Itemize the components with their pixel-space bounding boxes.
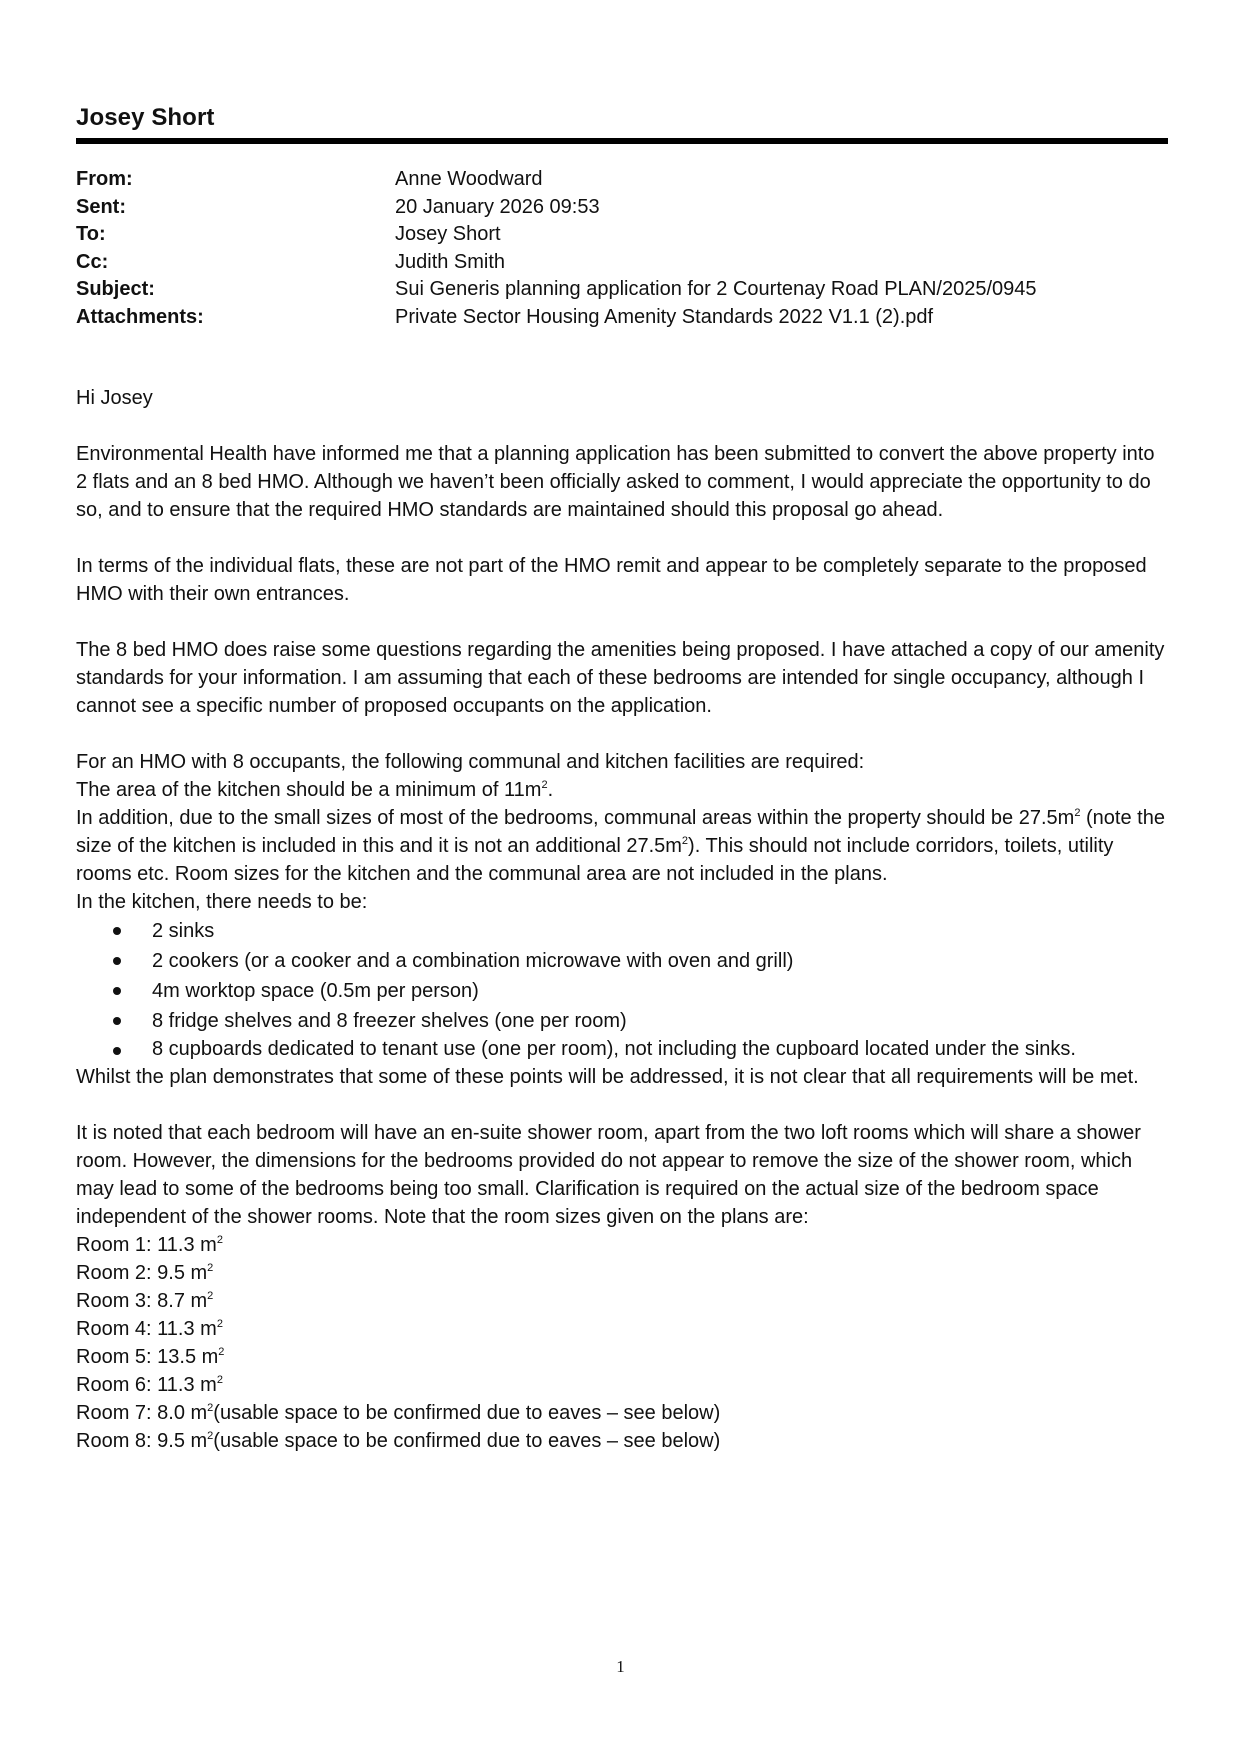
list-item-text: 8 cupboards dedicated to tenant use (one per room), not including the cupboard located under the sinks. <box>152 1038 1076 1060</box>
room-size-line <box>76 1343 1168 1371</box>
superscript: 2 <box>681 835 689 847</box>
superscript: 2 <box>207 1430 214 1442</box>
superscript: 2 <box>1074 807 1081 819</box>
room-size-line <box>76 1315 1168 1343</box>
list-item <box>76 1036 1168 1063</box>
bullet-icon <box>113 927 121 935</box>
to-label: To: <box>76 223 106 245</box>
room-label: Room 2: 9.5 m <box>76 1262 208 1284</box>
room-note: (usable space to be confirmed due to eaves – see below) <box>213 1430 721 1452</box>
attachments-value[interactable]: Private Sector Housing Amenity Standards 2022 V1.1 (2).pdf <box>395 305 934 328</box>
bullet-icon <box>113 957 121 965</box>
room-sizes-list <box>76 1231 1168 1455</box>
room-label: Room 1: 11.3 m <box>76 1234 217 1256</box>
header-row-subject <box>76 276 1168 304</box>
superscript: 2 <box>216 1234 223 1246</box>
paragraph-flats: In terms of the individual flats, these are not part of the HMO remit and appear to be completely separate to the proposed HMO with their own entrances. <box>76 555 1147 605</box>
email-body <box>76 384 1168 1455</box>
cc-value: Judith Smith <box>395 250 506 273</box>
room-label: Room 4: 11.3 m <box>76 1318 217 1340</box>
room-label: Room 8: 9.5 m <box>76 1430 208 1452</box>
superscript: 2 <box>216 1318 223 1330</box>
email-header <box>76 166 1168 331</box>
superscript: 2 <box>216 1374 223 1386</box>
greeting: Hi Josey <box>76 387 153 409</box>
kitchen-needs-intro: In the kitchen, there needs to be: <box>76 891 368 913</box>
room-size-line <box>76 1371 1168 1399</box>
list-item <box>76 946 1168 976</box>
header-row-to <box>76 221 1168 249</box>
superscript: 2 <box>218 1346 225 1358</box>
header-row-attachments <box>76 304 1168 332</box>
superscript: 2 <box>207 1402 214 1414</box>
room-size-line <box>76 1259 1168 1287</box>
communal-text-c: ). This should not include corridors, toilets, utility rooms etc. Room sizes for the kitchen and the communal area are not included in the plans. <box>76 835 1114 885</box>
header-row-cc <box>76 249 1168 277</box>
room-label: Room 6: 11.3 m <box>76 1374 217 1396</box>
list-item-text: 2 cookers (or a cooker and a combination microwave with oven and grill) <box>152 950 794 972</box>
list-item-text: 8 fridge shelves and 8 freezer shelves (one per room) <box>152 1010 627 1032</box>
superscript: 2 <box>207 1262 214 1274</box>
paragraph-intro: Environmental Health have informed me that a planning application has been submitted to convert the above property into 2 flats and an 8 bed HMO. Although we haven’t been officially asked to comment, I would appreciate the opportunity to do so, and to ensure that the required HMO standards are maintained should this proposal go ahead. <box>76 443 1155 521</box>
paragraph-plan-assessment: Whilst the plan demonstrates that some of these points will be addressed, it is not clear that all requirements will be met. <box>76 1066 1139 1088</box>
from-value: Anne Woodward <box>395 168 543 190</box>
bullet-icon <box>113 1047 121 1055</box>
list-item-text: 4m worktop space (0.5m per person) <box>152 980 479 1002</box>
list-item-text: 2 sinks <box>152 920 215 942</box>
page-number: 1 <box>616 1657 625 1676</box>
sent-value: 20 January 2026 09:53 <box>395 195 600 218</box>
sent-label: Sent: <box>76 195 126 218</box>
page-title: Josey Short <box>76 104 215 131</box>
communal-text-a: In addition, due to the small sizes of most of the bedrooms, communal areas within the property should be 27.5m <box>76 807 1075 829</box>
room-size-line <box>76 1427 1168 1455</box>
superscript: 2 <box>541 779 548 791</box>
room-label: Room 5: 13.5 m <box>76 1346 219 1368</box>
title-rule <box>76 138 1168 144</box>
kitchen-area-text: The area of the kitchen should be a minimum of 11m <box>76 779 542 801</box>
room-label: Room 3: 8.7 m <box>76 1290 208 1312</box>
from-label: From: <box>76 168 133 190</box>
attachments-label: Attachments: <box>76 305 204 328</box>
paragraph-hmo-amenities: The 8 bed HMO does raise some questions regarding the amenities being proposed. I have attached a copy of our amenity standards for your information. I am assuming that each of these bedrooms are intended for single occupancy, although I cannot see a specific number of proposed occupants on the application. <box>76 639 1165 717</box>
list-item <box>76 916 1168 946</box>
bullet-icon <box>113 987 121 995</box>
paragraph-ensuite: It is noted that each bedroom will have an en-suite shower room, apart from the two loft rooms which will share a shower room. However, the dimensions for the bedrooms provided do not appear to remove the size of the shower room, which may lead to some of the bedrooms being too small. Clarification is required on the actual size of the bedroom space independent of the shower rooms. Note that the room sizes given on the plans are: <box>76 1122 1141 1228</box>
to-value: Josey Short <box>395 223 501 245</box>
room-label: Room 7: 8.0 m <box>76 1402 208 1424</box>
bullet-icon <box>113 1017 121 1025</box>
list-item <box>76 976 1168 1006</box>
superscript: 2 <box>207 1290 214 1302</box>
list-item <box>76 1006 1168 1036</box>
subject-value: Sui Generis planning application for 2 Courtenay Road PLAN/2025/0945 <box>395 278 1037 300</box>
room-size-line <box>76 1231 1168 1259</box>
subject-label: Subject: <box>76 278 155 300</box>
room-note: (usable space to be confirmed due to eaves – see below) <box>213 1402 721 1424</box>
room-size-line <box>76 1287 1168 1315</box>
communal-area-requirement <box>76 804 1168 888</box>
kitchen-items-list <box>76 916 1168 1063</box>
facilities-intro: For an HMO with 8 occupants, the following communal and kitchen facilities are required: <box>76 751 865 773</box>
room-size-line <box>76 1399 1168 1427</box>
header-row-from <box>76 166 1168 194</box>
cc-label: Cc: <box>76 250 109 273</box>
communal-text-b: (note the size of the kitchen is included in this and it is not an additional 27.5m <box>76 807 1165 857</box>
kitchen-area-requirement <box>76 776 1168 804</box>
kitchen-area-end: . <box>547 779 554 801</box>
header-row-sent <box>76 194 1168 222</box>
